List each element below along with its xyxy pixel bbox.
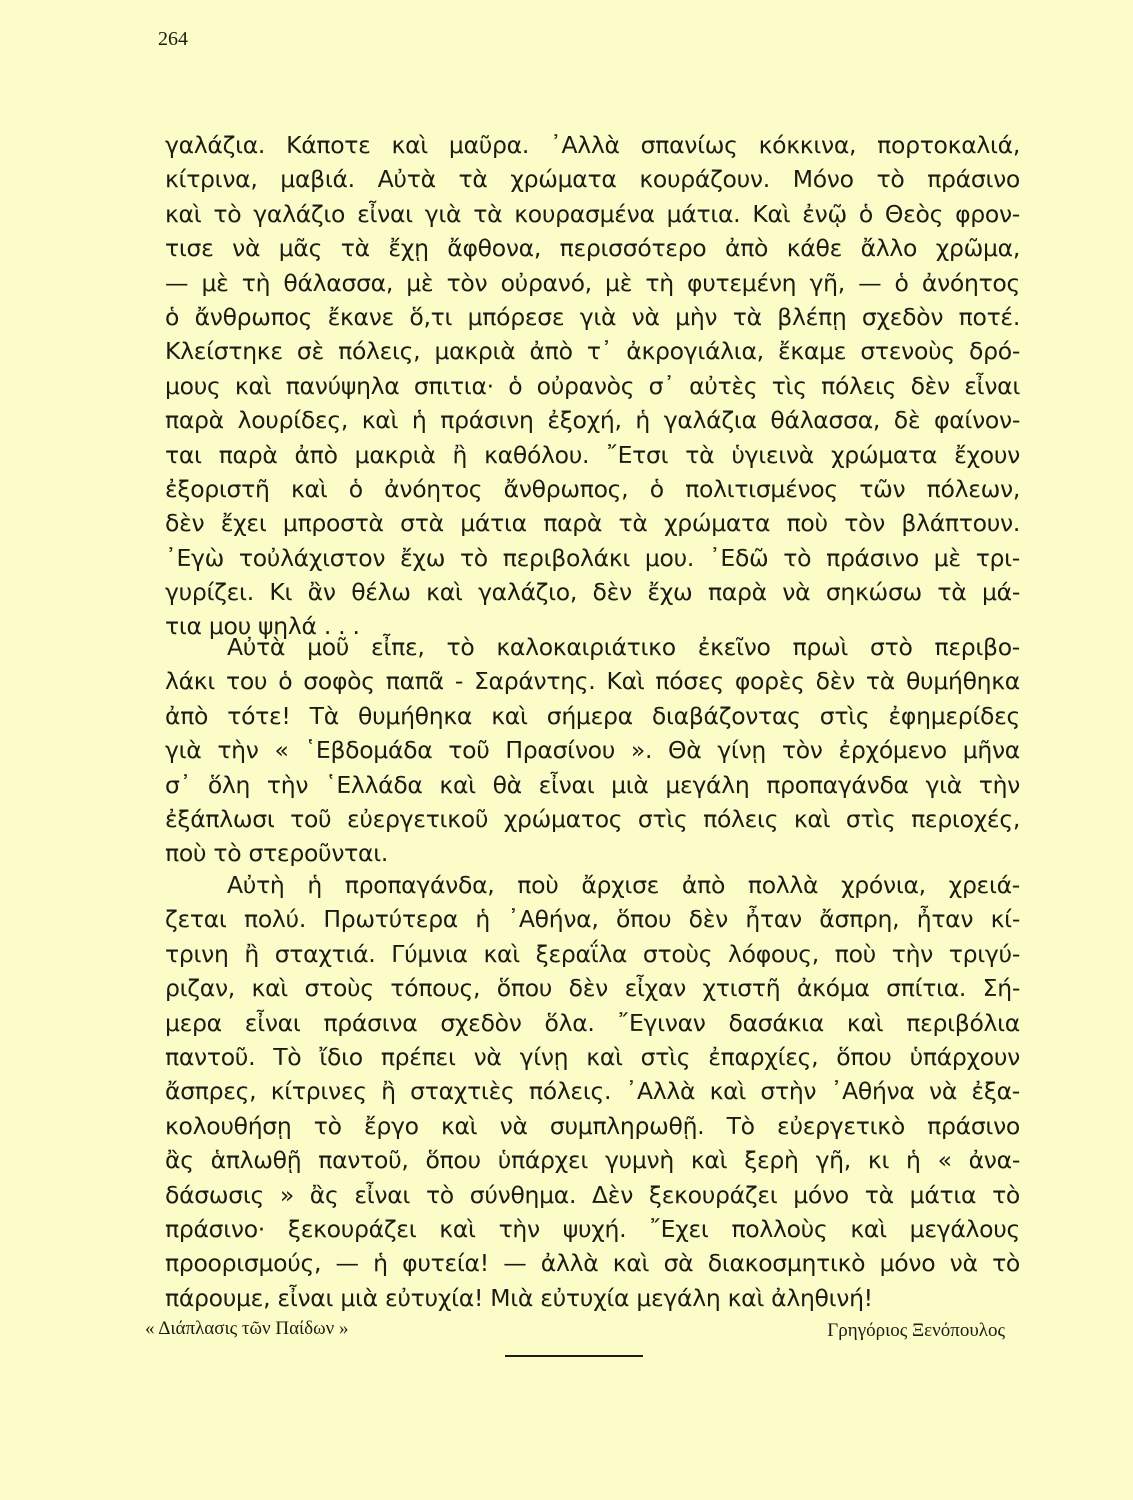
text-line: ἀπὸ τότε! Τὰ θυμήθηκα καὶ σήμερα διαβάζοντας στὶς ἐφημερίδες: [165, 701, 1020, 730]
text-line: μερα εἶναι πράσινα σχεδὸν ὅλα. ῎Εγιναν δασάκια καὶ περιβόλια: [165, 1008, 1020, 1037]
text-line: Αὐτὴ ἡ προπαγάνδα, ποὺ ἄρχισε ἀπὸ πολλὰ χρόνια, χρειά-: [227, 871, 1020, 899]
text-line: Αὐτὰ μοῦ εἶπε, τὸ καλοκαιριάτικο ἐκεῖνο πρωὶ στὸ περιβο-: [227, 633, 1020, 661]
text-line: κίτρινα, μαβιά. Αὐτὰ τὰ χρώματα κουράζουν. Μόνο τὸ πράσινο: [165, 165, 1020, 194]
text-line: παρὰ λουρίδες, καὶ ἡ πράσινη ἐξοχή, ἡ γαλάζια θάλασσα, δὲ φαίνον-: [165, 406, 1020, 435]
text-line: ἐξοριστῆ καὶ ὁ ἀνόητος ἄνθρωπος, ὁ πολιτισμένος τῶν πόλεων,: [165, 474, 1020, 503]
text-line: τια μου ψηλά . . .: [165, 612, 360, 641]
paragraph-1: [165, 128, 1020, 644]
text-line: γυρίζει. Κι ἂν θέλω καὶ γαλάζιο, δὲν ἔχω παρὰ νὰ σηκώσω τὰ μά-: [165, 578, 1020, 607]
text-line: ἄσπρες, κίτρινες ἢ σταχτιὲς πόλεις. ᾿Αλλὰ καὶ στὴν ᾿Αθήνα νὰ ἐξα-: [165, 1077, 1020, 1106]
text-line: ται παρὰ ἀπὸ μακριὰ ἢ καθόλου. ῎Ετσι τὰ ὑγιεινὰ χρώματα ἔχουν: [165, 440, 1020, 469]
text-line: ριζαν, καὶ στοὺς τόπους, ὅπου δὲν εἶχαν χτιστῆ ἀκόμα σπίτια. Σή-: [165, 974, 1020, 1003]
text-line: προορισμούς, — ἡ φυτεία! — ἀλλὰ καὶ σὰ διακοσμητικὸ μόνο νὰ τὸ: [165, 1249, 1020, 1278]
text-line: γαλάζια. Κάποτε καὶ μαῦρα. ᾿Αλλὰ σπανίως κόκκινα, πορτοκαλιά,: [165, 131, 1020, 159]
text-line: κολουθήσῃ τὸ ἔργο καὶ νὰ συμπληρωθῇ. Τὸ εὐεργετικὸ πράσινο: [165, 1111, 1020, 1140]
text-line: πράσινο· ξεκουράζει καὶ τὴν ψυχή. ῎Εχει πολλοὺς καὶ μεγάλους: [165, 1214, 1020, 1243]
text-line: τισε νὰ μᾶς τὰ ἔχῃ ἄφθονα, περισσότερο ἀπὸ κάθε ἄλλο χρῶμα,: [165, 234, 1020, 263]
text-line: δὲν ἔχει μπροστὰ στὰ μάτια παρὰ τὰ χρώματα ποὺ τὸν βλάπτουν.: [165, 509, 1020, 538]
text-line: ᾿Εγὼ τοὐλάχιστον ἔχω τὸ περιβολάκι μου. ᾿Εδῶ τὸ πράσινο μὲ τρι-: [165, 543, 1020, 572]
text-line: καὶ τὸ γαλάζιο εἶναι γιὰ τὰ κουρασμένα μάτια. Καὶ ἐνῷ ὁ Θεὸς φρον-: [165, 199, 1020, 228]
end-rule: [505, 1355, 643, 1357]
text-line: τρινη ἢ σταχτιά. Γύμνια καὶ ξεραΐλα στοὺς λόφους, ποὺ τὴν τριγύ-: [165, 939, 1020, 968]
page-number: 264: [158, 28, 188, 50]
text-line: δάσωσις » ἂς εἶναι τὸ σύνθημα. Δὲν ξεκουράζει μόνο τὰ μάτια τὸ: [165, 1180, 1020, 1209]
text-line: παντοῦ. Τὸ ἴδιο πρέπει νὰ γίνῃ καὶ στὶς ἐπαρχίες, ὅπου ὑπάρχουν: [165, 1042, 1020, 1071]
source-citation: « Διάπλασις τῶν Παίδων »: [145, 1318, 349, 1339]
paragraph-3: [165, 868, 1020, 1315]
text-line: ὁ ἄνθρωπος ἔκανε ὅ,τι μπόρεσε γιὰ νὰ μὴν τὰ βλέπῃ σχεδὸν ποτέ.: [165, 302, 1020, 331]
text-line: πάρουμε, εἶναι μιὰ εὐτυχία! Μιὰ εὐτυχία μεγάλη καὶ ἀληθινή!: [165, 1283, 873, 1312]
author-signature: Γρηγόριος Ξενόπουλος: [827, 1320, 1005, 1341]
paragraph-2: [165, 630, 1020, 871]
text-line: μους καὶ πανύψηλα σπιτια· ὁ οὐρανὸς σ᾿ αὐτὲς τὶς πόλεις δὲν εἶναι: [165, 371, 1020, 400]
text-line: γιὰ τὴν « ῾Εβδομάδα τοῦ Πρασίνου ». Θὰ γίνῃ τὸν ἐρχόμενο μῆνα: [165, 736, 1020, 765]
text-line: — μὲ τὴ θάλασσα, μὲ τὸν οὐρανό, μὲ τὴ φυτεμένη γῆ, — ὁ ἀνόητος: [165, 268, 1020, 297]
text-line: ἂς ἁπλωθῇ παντοῦ, ὅπου ὑπάρχει γυμνὴ καὶ ξερὴ γῆ, κι ἡ « ἀνα-: [165, 1146, 1020, 1175]
text-line: ἐξάπλωσι τοῦ εὐεργετικοῦ χρώματος στὶς πόλεις καὶ στὶς περιοχές,: [165, 804, 1020, 833]
text-line: Κλείστηκε σὲ πόλεις, μακριὰ ἀπὸ τ᾿ ἀκρογιάλια, ἔκαμε στενοὺς δρό-: [165, 337, 1020, 366]
text-line: ζεται πολύ. Πρωτύτερα ἡ ᾿Αθήνα, ὅπου δὲν ἦταν ἄσπρη, ἦταν κί-: [165, 905, 1020, 934]
text-line: λάκι του ὁ σοφὸς παπᾶ - Σαράντης. Καὶ πόσες φορὲς δὲν τὰ θυμήθηκα: [165, 667, 1020, 696]
text-line: σ᾿ ὅλη τὴν ῾Ελλάδα καὶ θὰ εἶναι μιὰ μεγάλη προπαγάνδα γιὰ τὴν: [165, 770, 1020, 799]
text-line: ποὺ τὸ στεροῦνται.: [165, 839, 389, 868]
